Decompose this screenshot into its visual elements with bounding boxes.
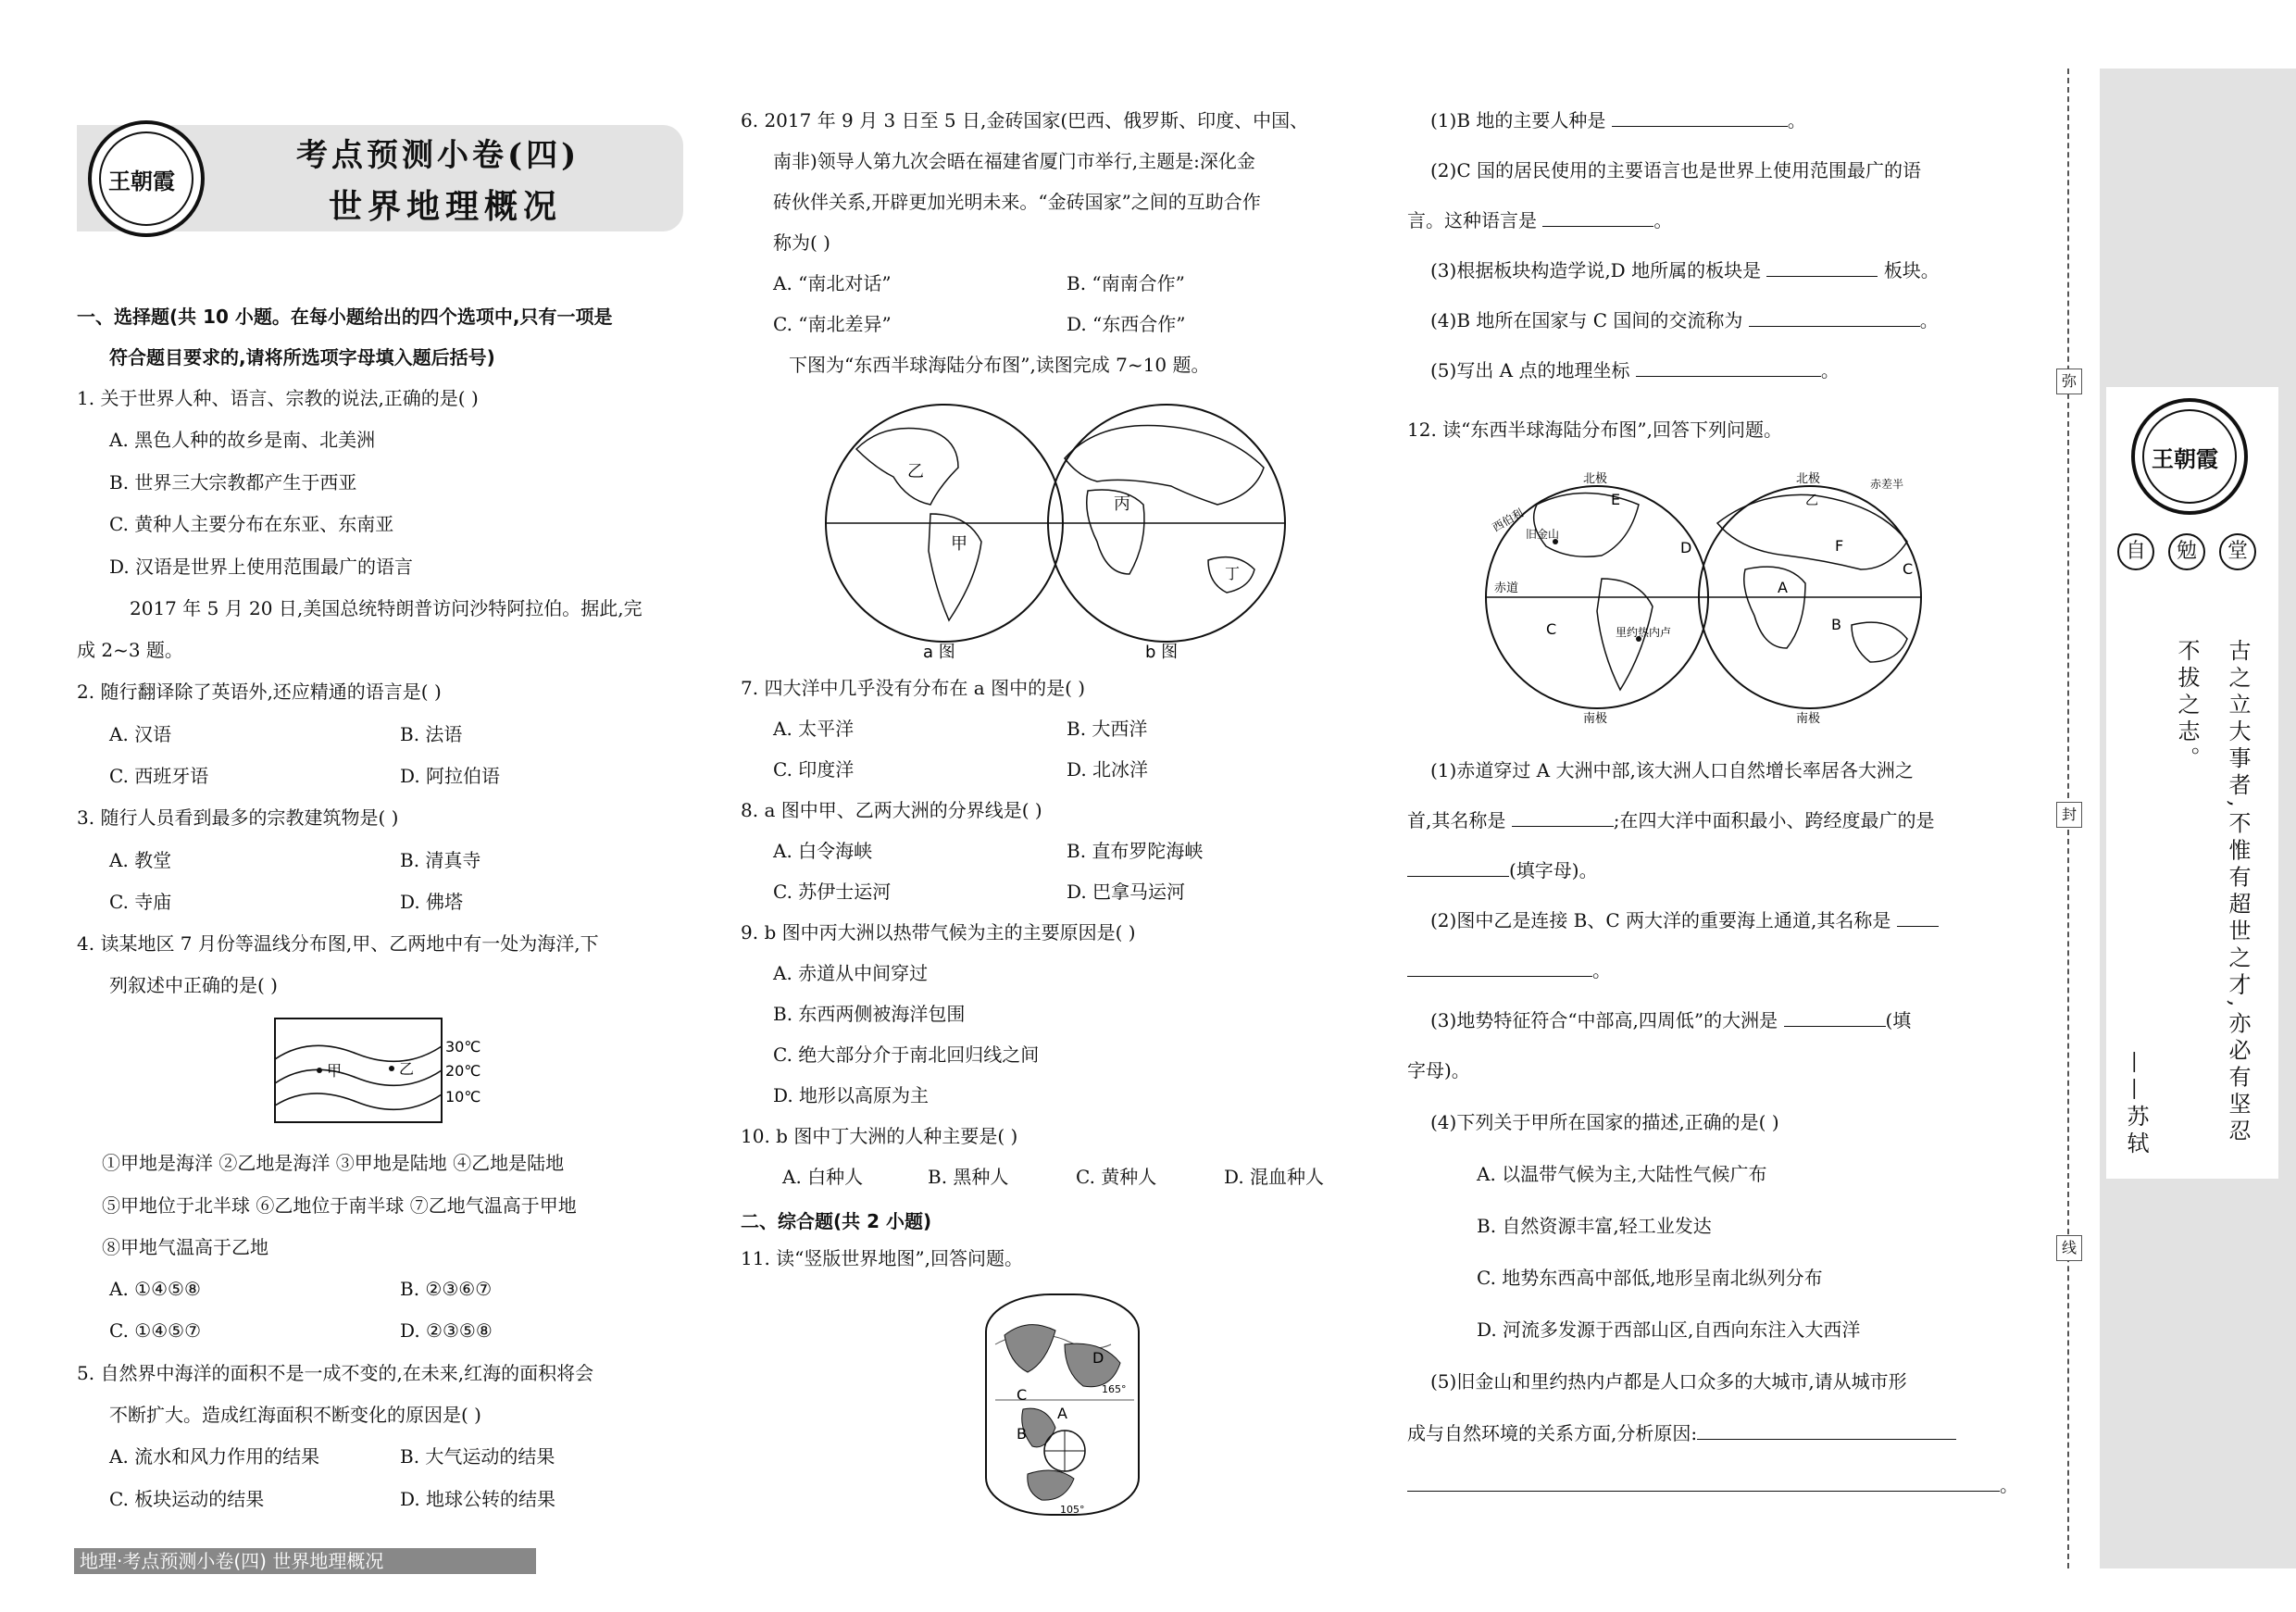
q4-option-d: D. ②③⑤⑧ (400, 1319, 493, 1342)
title-line1: 考点预测小卷(四) (296, 137, 580, 174)
q12map-b: B (1831, 616, 1841, 633)
q12-s5c: 。 (1407, 1474, 2018, 1496)
q7-option-a: A. 太平洋 (773, 718, 855, 740)
q11-s2a: (2)C 国的居民使用的主要语言也是世界上使用范围最广的语 (1430, 159, 1921, 181)
q8-option-d: D. 巴拿马运河 (1067, 881, 1186, 903)
isotherm-figure (273, 1017, 505, 1128)
vmap-165: 165° (1102, 1383, 1127, 1395)
q11-s1: (1)B 地的主要人种是 。 (1430, 109, 1806, 131)
q2-option-c: C. 西班牙语 (109, 765, 209, 787)
q11-s3b-text: 板块。 (1883, 259, 1940, 281)
q6-option-b: B. “南南合作” (1067, 272, 1185, 294)
q11-s2b-text: 言。这种语言是 (1407, 209, 1537, 231)
q6-line1: 6. 2017 年 9 月 3 日至 5 日,金砖国家(巴西、俄罗斯、印度、中国、 (741, 109, 1309, 131)
q11-stem: 11. 读“竖版世界地图”,回答问题。 (741, 1247, 1023, 1269)
q12-s2b: 。 (1407, 959, 1611, 981)
q6-option-c: C. “南北差异” (773, 313, 892, 335)
q6-line4: 称为( ) (773, 231, 830, 254)
q11-s4: (4)B 地所在国家与 C 国间的交流称为 。 (1430, 309, 1939, 331)
blank (1697, 1422, 1956, 1440)
q12-s1d (1407, 859, 1598, 881)
map1-b-label: b 图 (1145, 643, 1179, 662)
q12map-yi: 乙 (1805, 494, 1818, 508)
q2-option-d: D. 阿拉伯语 (400, 765, 501, 787)
q8-option-b: B. 直布罗陀海峡 (1067, 840, 1204, 862)
section1-heading: 一、选择题(共 10 小题。在每小题给出的四个选项中,只有一项是 (77, 306, 613, 328)
q12-s5a: (5)旧金山和里约热内卢都是人口众多的大城市,请从城市形 (1430, 1370, 1907, 1393)
section2-heading: 二、综合题(共 2 小题) (741, 1210, 932, 1232)
q12-s2a (1430, 909, 1939, 931)
title-line2: 世界地理概况 (329, 187, 563, 226)
quote-author: ——苏轼 (2123, 1051, 2149, 1158)
q12-stem: 12. 读“东西半球海陆分布图”,回答下列问题。 (1407, 419, 1782, 441)
badge-zi: 自 (2117, 533, 2154, 570)
q6-option-d: D. “东西合作” (1067, 313, 1186, 335)
q12-s5b-text: 成与自然环境的关系方面,分析原因: (1407, 1422, 1698, 1444)
q4-opts-1: ①甲地是海洋 ②乙地是海洋 ③甲地是陆地 ④乙地是陆地 (102, 1152, 565, 1174)
q12map-east-sea: 赤差半 (1870, 478, 1904, 491)
q12-s4: (4)下列关于甲所在国家的描述,正确的是( ) (1430, 1111, 1779, 1133)
isotherm-jia: 甲 (327, 1062, 343, 1080)
blank (1407, 959, 1592, 977)
q5-option-a: A. 流水和风力作用的结果 (109, 1445, 320, 1468)
q11-s3a-text: (3)根据板块构造学说,D 地所属的板块是 (1430, 259, 1762, 281)
q12map-f: F (1835, 537, 1844, 555)
q11-s4-text: (4)B 地所在国家与 C 国间的交流称为 (1430, 309, 1743, 331)
vmap-c: C (1017, 1386, 1028, 1404)
map1-jia: 甲 (951, 534, 967, 554)
q12-s1d-text: (填字母)。 (1509, 859, 1598, 881)
q11-s3 (1430, 259, 1940, 281)
q11-s5-text: (5)写出 A 点的地理坐标 (1430, 359, 1630, 381)
q5-option-c: C. 板块运动的结果 (109, 1488, 265, 1510)
q12map-rio: 里约热内卢 (1616, 626, 1672, 639)
q10-option-d: D. 混血种人 (1224, 1166, 1325, 1188)
vmap-105: 105° (1060, 1504, 1085, 1516)
q9-option-c: C. 绝大部分介于南北回归线之间 (773, 1043, 1040, 1066)
q1-option-a: A. 黑色人种的故乡是南、北美洲 (109, 429, 376, 451)
q3-option-d: D. 佛塔 (400, 891, 464, 913)
seal-char-2: 封 (2056, 802, 2082, 828)
q8-stem: 8. a 图中甲、乙两大洲的分界线是( ) (741, 799, 1042, 821)
q7-option-b: B. 大西洋 (1067, 718, 1148, 740)
blank (1784, 1009, 1886, 1027)
map1-a-label: a 图 (923, 643, 955, 662)
q11-s2b: 言。这种语言是 。 (1407, 209, 1673, 231)
logo (88, 120, 205, 237)
q1-option-d: D. 汉语是世界上使用范围最广的语言 (109, 556, 414, 578)
q12map-equator: 赤道 (1494, 581, 1519, 595)
q1-option-b: B. 世界三大宗教都产生于西亚 (109, 471, 357, 494)
q12-s1a: (1)赤道穿过 A 大洲中部,该大洲人口自然增长率居各大洲之 (1430, 759, 1914, 781)
map1-ding: 丁 (1225, 565, 1241, 582)
q12map-west-sea: 西伯利 (1490, 506, 1526, 534)
section1-heading-2: 符合题目要求的,请将所选项字母填入题后括号) (109, 346, 495, 369)
vmap-d: D (1092, 1349, 1104, 1367)
q12map-south1: 南极 (1583, 712, 1608, 726)
blank (1897, 909, 1939, 927)
intro23-line2: 成 2~3 题。 (77, 639, 183, 661)
map1-bing: 丙 (1114, 494, 1130, 514)
q10-option-b: B. 黑种人 (928, 1166, 1009, 1188)
q4-option-b: B. ②③⑥⑦ (400, 1278, 493, 1300)
q1-stem: 1. 关于世界人种、语言、宗教的说法,正确的是( ) (77, 387, 479, 409)
q3-stem: 3. 随行人员看到最多的宗教建筑物是( ) (77, 806, 399, 829)
q10-stem: 10. b 图中丁大洲的人种主要是( ) (741, 1125, 1018, 1147)
blank (1766, 259, 1878, 277)
q8-option-a: A. 白令海峡 (773, 840, 873, 862)
q3-option-c: C. 寺庙 (109, 891, 172, 913)
q12map-south2: 南极 (1796, 712, 1821, 726)
blank (1749, 309, 1920, 327)
q12-s4-option-a: A. 以温带气候为主,大陆性气候广布 (1477, 1163, 1767, 1185)
isotherm-10: 10℃ (445, 1088, 481, 1106)
seal-char-3: 线 (2056, 1235, 2082, 1261)
q12map-d: D (1680, 539, 1692, 556)
isotherm-yi: 乙 (399, 1060, 415, 1078)
q2-option-a: A. 汉语 (109, 723, 172, 745)
blank (1612, 109, 1788, 127)
q12map-c2: C (1903, 560, 1914, 578)
q6-option-a: A. “南北对话” (773, 272, 892, 294)
q12-s4-option-d: D. 河流多发源于西部山区,自西向东注入大西洋 (1477, 1318, 1861, 1341)
q7-option-d: D. 北冰洋 (1067, 758, 1149, 781)
q8-option-c: C. 苏伊士运河 (773, 881, 892, 903)
q4-stem-1: 4. 读某地区 7 月份等温线分布图,甲、乙两地中有一处为海洋,下 (77, 932, 599, 955)
q4-opts-3: ⑧甲地气温高于乙地 (102, 1236, 268, 1258)
q12map-sf: 旧金山 (1526, 528, 1560, 541)
q9-option-d: D. 地形以高原为主 (773, 1084, 930, 1106)
map1-yi: 乙 (907, 462, 924, 481)
q3-option-a: A. 教堂 (109, 849, 172, 871)
vmap-b: B (1017, 1425, 1027, 1443)
q4-option-c: C. ①④⑤⑦ (109, 1319, 202, 1342)
sidebar-logo (2131, 398, 2248, 515)
quote-col1: 古之立大事者,不惟有超世之才,亦必有坚忍 (2225, 639, 2251, 1146)
q9-option-b: B. 东西两侧被海洋包围 (773, 1003, 966, 1025)
q3-option-b: B. 清真寺 (400, 849, 481, 871)
q7-stem: 7. 四大洋中几乎没有分布在 a 图中的是( ) (741, 677, 1086, 699)
q10-option-a: A. 白种人 (782, 1166, 864, 1188)
q12map-e: E (1611, 491, 1621, 508)
q7-option-c: C. 印度洋 (773, 758, 855, 781)
q12map-a: A (1778, 579, 1788, 596)
blank (1542, 209, 1653, 227)
q4-opts-2: ⑤甲地位于北半球 ⑥乙地位于南半球 ⑦乙地气温高于甲地 (102, 1194, 577, 1217)
q12-s3a (1430, 1009, 1911, 1031)
vertical-world-map (972, 1289, 1157, 1520)
q12map-north1: 北极 (1583, 472, 1608, 486)
quote-col2: 不拔之志。 (2174, 639, 2200, 773)
q12-s3c: 字母)。 (1407, 1059, 1470, 1081)
q5-stem-1: 5. 自然界中海洋的面积不是一成不变的,在未来,红海的面积将会 (77, 1362, 594, 1384)
q12map-c: C (1546, 620, 1557, 638)
q9-option-a: A. 赤道从中间穿过 (773, 962, 929, 984)
q1-option-c: C. 黄种人主要分布在东亚、东南亚 (109, 513, 394, 535)
vmap-a: A (1057, 1405, 1067, 1422)
blank (1636, 359, 1821, 377)
seal-char-1: 弥 (2056, 369, 2082, 394)
isotherm-30: 30℃ (445, 1038, 481, 1056)
q12-s2a-text: (2)图中乙是连接 B、C 两大洋的重要海上通道,其名称是 (1430, 909, 1891, 931)
q4-option-a: A. ①④⑤⑧ (109, 1278, 201, 1300)
blank (1512, 809, 1614, 827)
q4-stem-2: 列叙述中正确的是( ) (109, 974, 278, 996)
q12-s5b (1407, 1422, 1956, 1444)
q12-s1b (1407, 809, 1934, 831)
blank (1407, 859, 1509, 877)
q9-stem: 9. b 图中丙大洲以热带气候为主的主要原因是( ) (741, 921, 1136, 943)
blank (1407, 1474, 2000, 1492)
q12map-north2: 北极 (1796, 472, 1821, 486)
q12-s3a-text: (3)地势特征符合“中部高,四周低”的大洲是 (1430, 1009, 1778, 1031)
q12-s4-option-b: B. 自然资源丰富,轻工业发达 (1477, 1215, 1712, 1237)
q2-option-b: B. 法语 (400, 723, 463, 745)
footer-bar: 地理·考点预测小卷(四) 世界地理概况 (74, 1548, 536, 1574)
q10-option-c: C. 黄种人 (1076, 1166, 1157, 1188)
q6-line3: 砖伙伴关系,开辟更加光明未来。“金砖国家”之间的互助合作 (773, 191, 1261, 213)
badge-mian: 勉 (2168, 533, 2205, 570)
q12-s1c-text: ;在四大洋中面积最小、跨经度最广的是 (1613, 809, 1935, 831)
q5-option-d: D. 地球公转的结果 (400, 1488, 556, 1510)
sidebar-logo-text: 王朝霞 (2152, 445, 2218, 472)
q11-s5: (5)写出 A 点的地理坐标 。 (1430, 359, 1840, 381)
hemisphere-map-a-b (819, 403, 1301, 662)
intro23-line1: 2017 年 5 月 20 日,美国总统特朗普访问沙特阿拉伯。据此,完 (130, 597, 643, 619)
hemisphere-map-q12 (1481, 468, 1944, 727)
isotherm-20: 20℃ (445, 1062, 481, 1080)
q5-stem-2: 不断扩大。造成红海面积不断变化的原因是( ) (109, 1404, 481, 1426)
q12-s1b-text: 首,其名称是 (1407, 809, 1506, 831)
intro710: 下图为“东西半球海陆分布图”,读图完成 7~10 题。 (789, 354, 1210, 376)
q11-s1-text: (1)B 地的主要人种是 (1430, 109, 1606, 131)
q5-option-b: B. 大气运动的结果 (400, 1445, 555, 1468)
logo-text: 王朝霞 (108, 168, 175, 194)
q12-s4-option-c: C. 地势东西高中部低,地形呈南北纵列分布 (1477, 1267, 1823, 1289)
q2-stem: 2. 随行翻译除了英语外,还应精通的语言是( ) (77, 681, 442, 703)
q12-s3b-text: (填 (1885, 1009, 1912, 1031)
q6-line2: 南非)领导人第九次会晤在福建省厦门市举行,主题是:深化金 (773, 150, 1255, 172)
badge-tang: 堂 (2219, 533, 2256, 570)
